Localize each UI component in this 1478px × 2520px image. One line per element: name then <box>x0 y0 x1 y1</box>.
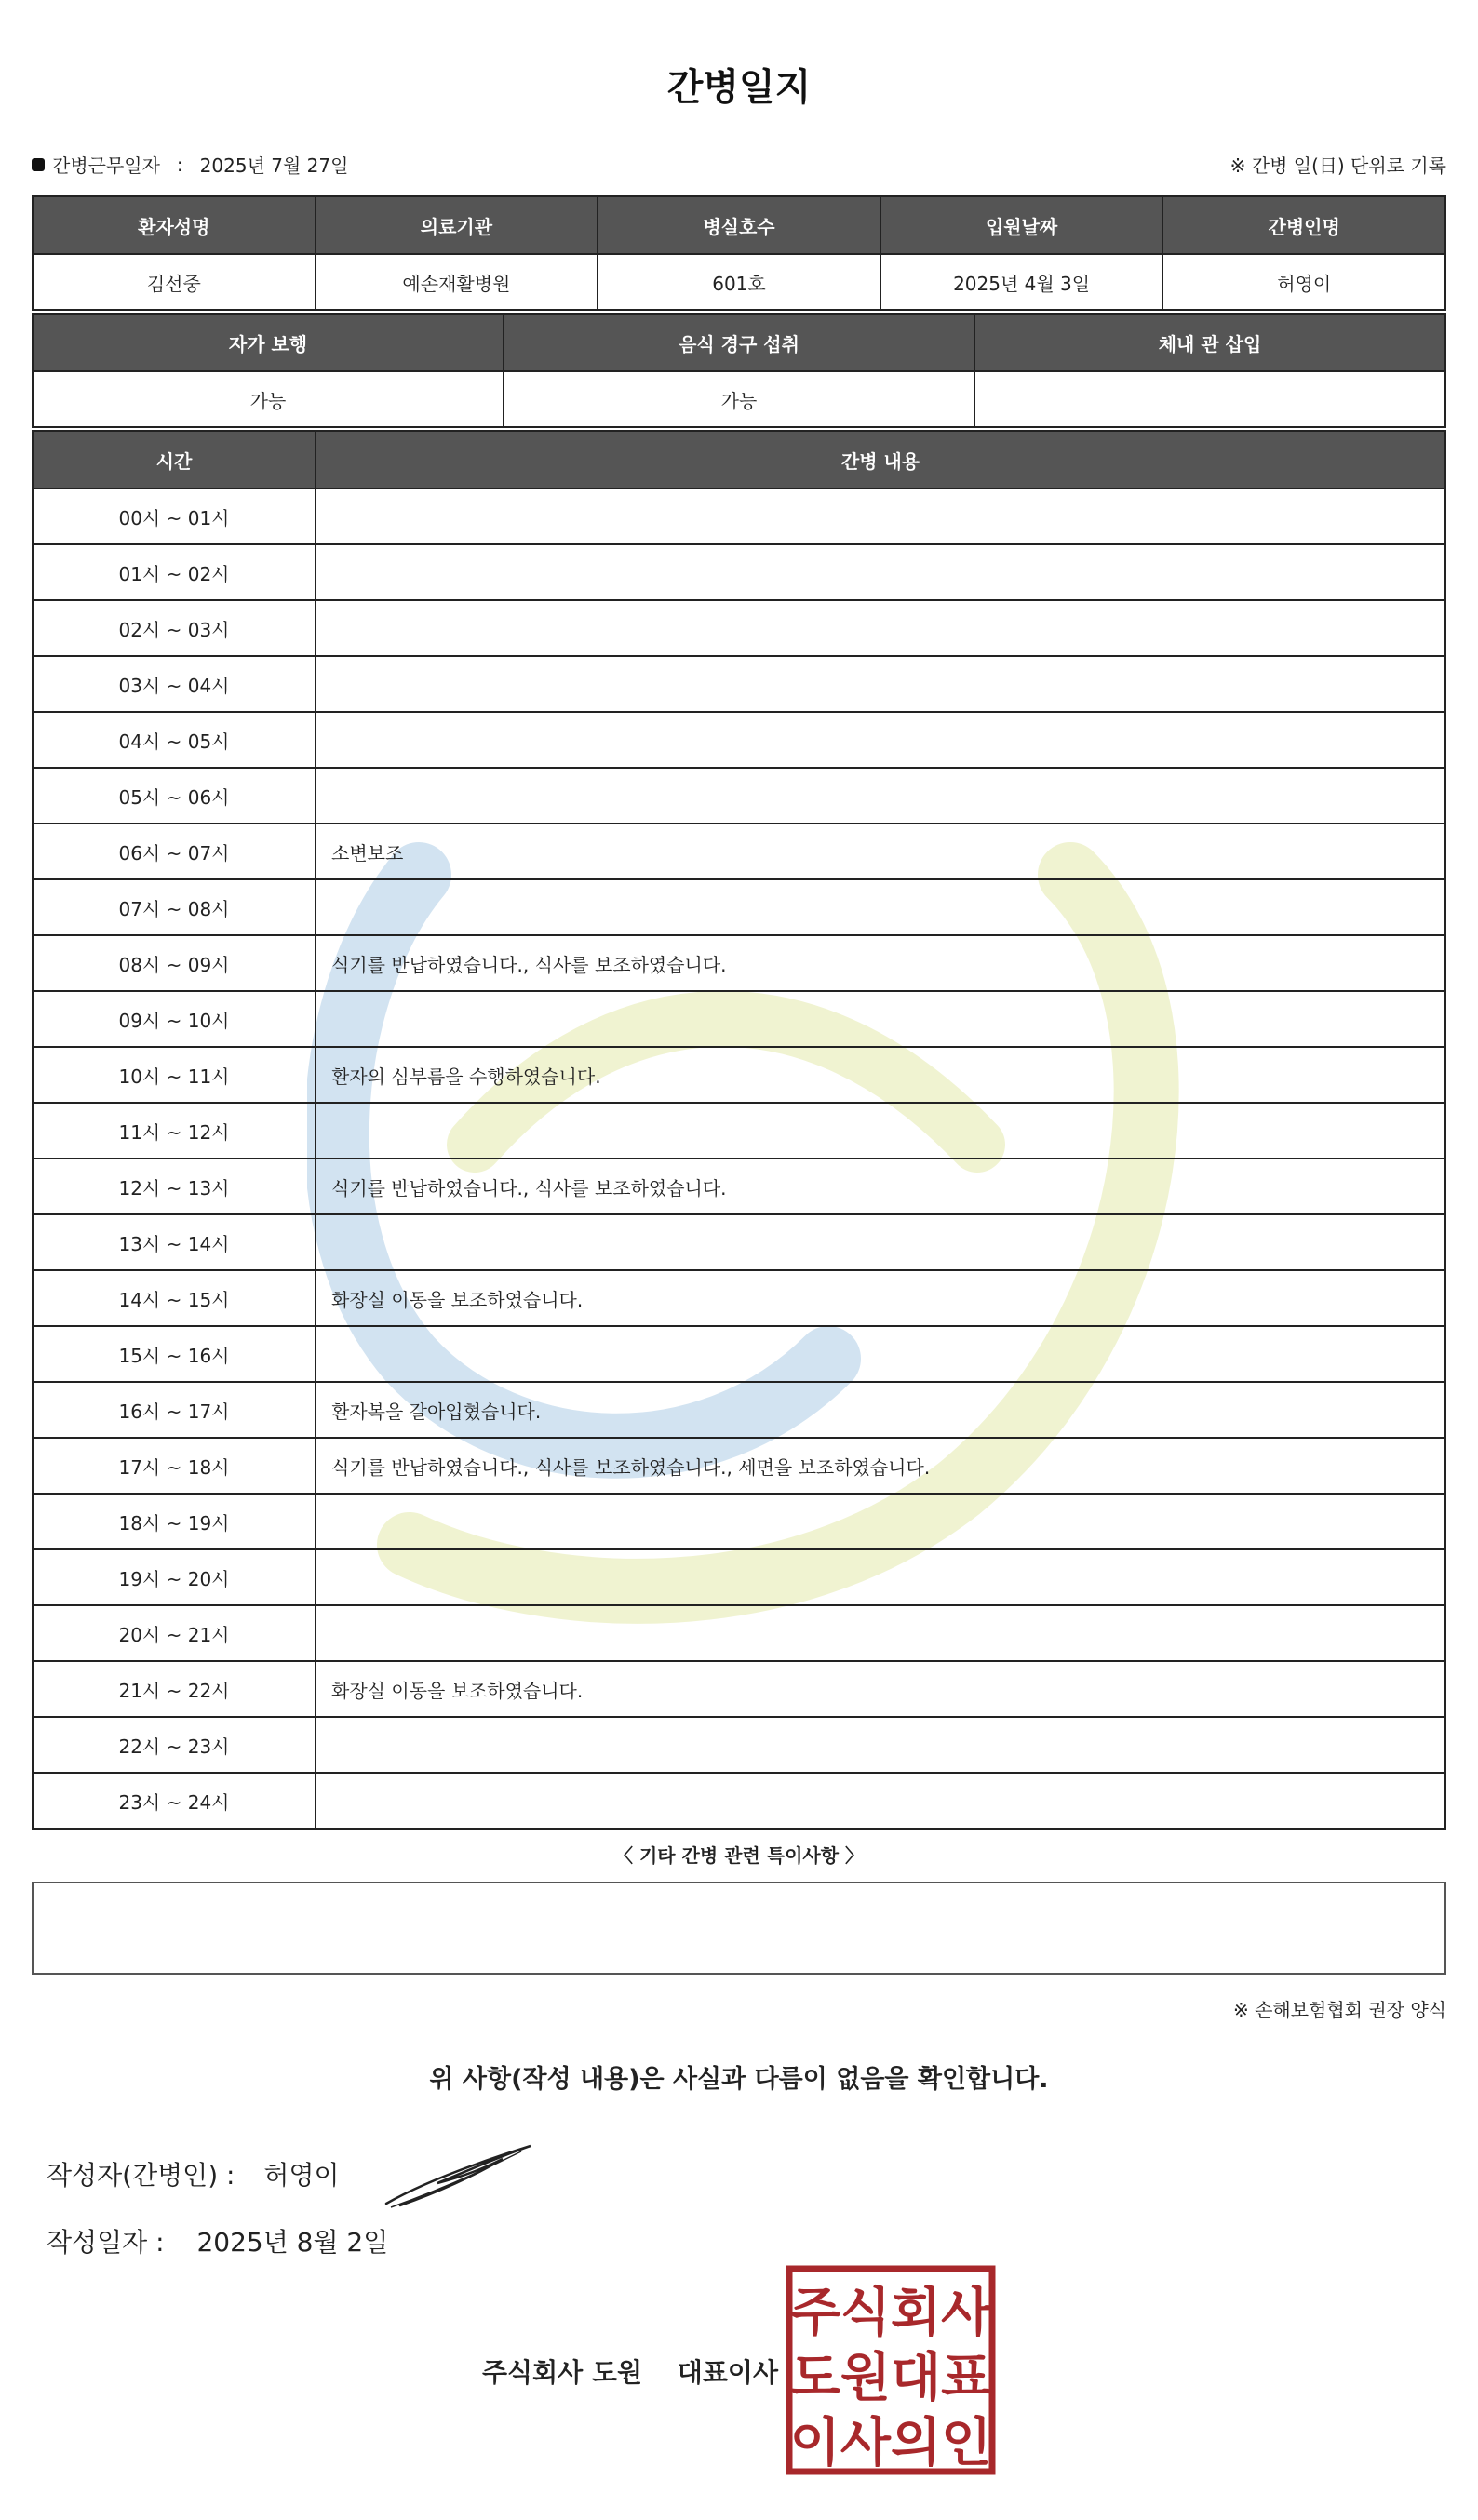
log-time: 08시 ~ 09시 <box>33 935 316 991</box>
hospital-name: 예손재활병원 <box>316 254 598 310</box>
log-time: 01시 ~ 02시 <box>33 544 316 600</box>
log-content <box>316 544 1445 600</box>
log-content <box>316 879 1445 935</box>
seal-line-3: 이사의인 <box>789 2413 992 2473</box>
record-note: ※ 간병 일(日) 단위로 기록 <box>1229 154 1446 177</box>
log-content <box>316 1326 1445 1382</box>
log-content <box>316 1773 1445 1829</box>
log-time: 00시 ~ 01시 <box>33 489 316 544</box>
company-line <box>482 2352 804 2390</box>
log-row <box>33 1159 1445 1214</box>
log-row <box>33 1605 1445 1661</box>
header-time: 시간 <box>33 431 316 489</box>
log-time: 11시 ~ 12시 <box>33 1103 316 1159</box>
header-oral-intake: 음식 경구 섭취 <box>504 314 974 371</box>
author-label: 작성자(간병인) : <box>47 2160 235 2191</box>
log-time: 14시 ~ 15시 <box>33 1270 316 1326</box>
status-header-row <box>33 314 1445 371</box>
log-row <box>33 1270 1445 1326</box>
log-content: 식기를 반납하였습니다., 식사를 보조하였습니다. <box>316 1159 1445 1214</box>
log-row <box>33 1326 1445 1382</box>
seal-line-1: 주식회사 <box>789 2283 992 2343</box>
log-content <box>316 1214 1445 1270</box>
confirm-statement: 위 사항(작성 내용)은 사실과 다름이 없음을 확인합니다. <box>429 2065 1049 2094</box>
written-date-label: 작성일자 : <box>47 2227 165 2258</box>
caregiver-name: 허영이 <box>1162 254 1445 310</box>
log-row <box>33 879 1445 935</box>
log-content <box>316 712 1445 768</box>
written-date-line <box>47 2222 388 2259</box>
log-row <box>33 1661 1445 1717</box>
log-row <box>33 935 1445 991</box>
log-time: 05시 ~ 06시 <box>33 768 316 824</box>
log-content: 환자의 심부름을 수행하였습니다. <box>316 1047 1445 1103</box>
log-time: 10시 ~ 11시 <box>33 1047 316 1103</box>
log-row <box>33 489 1445 544</box>
log-time: 03시 ~ 04시 <box>33 656 316 712</box>
log-content <box>316 1605 1445 1661</box>
company-title: 대표이사 <box>677 2357 778 2388</box>
log-header-row <box>33 431 1445 489</box>
log-row <box>33 1717 1445 1773</box>
log-time: 15시 ~ 16시 <box>33 1326 316 1382</box>
log-time: 20시 ~ 21시 <box>33 1605 316 1661</box>
patient-name: 김선중 <box>33 254 316 310</box>
admission-date: 2025년 4월 3일 <box>880 254 1163 310</box>
log-content <box>316 656 1445 712</box>
header-room: 병실호수 <box>598 196 880 254</box>
log-row <box>33 1103 1445 1159</box>
log-row <box>33 1494 1445 1549</box>
work-date-value: 2025년 7월 27일 <box>199 154 349 177</box>
work-date <box>32 151 348 178</box>
notes-box <box>32 1882 1446 1975</box>
log-time: 16시 ~ 17시 <box>33 1382 316 1438</box>
header-admission-date: 입원날짜 <box>880 196 1163 254</box>
log-row <box>33 544 1445 600</box>
written-date-value: 2025년 8월 2일 <box>196 2227 389 2258</box>
meta-row <box>32 151 1446 184</box>
log-row <box>33 1549 1445 1605</box>
care-log-table <box>32 430 1446 1830</box>
bullet-icon <box>32 158 45 171</box>
company-name: 주식회사 도원 <box>482 2357 643 2388</box>
log-content <box>316 600 1445 656</box>
log-time: 21시 ~ 22시 <box>33 1661 316 1717</box>
log-time: 23시 ~ 24시 <box>33 1773 316 1829</box>
log-time: 13시 ~ 14시 <box>33 1214 316 1270</box>
log-row <box>33 1773 1445 1829</box>
log-time: 22시 ~ 23시 <box>33 1717 316 1773</box>
log-time: 07시 ~ 08시 <box>33 879 316 935</box>
log-row <box>33 768 1445 824</box>
log-content: 환자복을 갈아입혔습니다. <box>316 1382 1445 1438</box>
log-content: 소변보조 <box>316 824 1445 879</box>
status-table <box>32 313 1446 428</box>
header-tube: 체내 관 삽입 <box>974 314 1445 371</box>
log-time: 12시 ~ 13시 <box>33 1159 316 1214</box>
work-date-separator: : <box>176 153 183 176</box>
room-number: 601호 <box>598 254 880 310</box>
log-content <box>316 1717 1445 1773</box>
log-content <box>316 489 1445 544</box>
log-content <box>316 1103 1445 1159</box>
tube-value <box>974 371 1445 427</box>
patient-value-row <box>33 254 1445 310</box>
header-patient-name: 환자성명 <box>33 196 316 254</box>
log-time: 17시 ~ 18시 <box>33 1438 316 1494</box>
author-line <box>47 2155 340 2192</box>
header-caregiver: 간병인명 <box>1162 196 1445 254</box>
walking-value: 가능 <box>33 371 504 427</box>
log-row <box>33 1438 1445 1494</box>
log-content: 식기를 반납하였습니다., 식사를 보조하였습니다., 세면을 보조하였습니다. <box>316 1438 1445 1494</box>
notes-title: 〈 기타 간병 관련 특이사항 〉 <box>613 1844 864 1867</box>
log-content <box>316 1549 1445 1605</box>
log-row <box>33 1214 1445 1270</box>
log-time: 19시 ~ 20시 <box>33 1549 316 1605</box>
author-name: 허영이 <box>263 2160 340 2191</box>
log-time: 02시 ~ 03시 <box>33 600 316 656</box>
seal-line-2: 도원대표 <box>789 2348 992 2408</box>
log-time: 09시 ~ 10시 <box>33 991 316 1047</box>
header-hospital: 의료기관 <box>316 196 598 254</box>
log-content: 화장실 이동을 보조하였습니다. <box>316 1661 1445 1717</box>
log-content: 화장실 이동을 보조하였습니다. <box>316 1270 1445 1326</box>
header-care-content: 간병 내용 <box>316 431 1445 489</box>
org-note: ※ 손해보험협회 권장 양식 <box>1232 1999 1446 2021</box>
log-row <box>33 712 1445 768</box>
log-time: 04시 ~ 05시 <box>33 712 316 768</box>
oral-intake-value: 가능 <box>504 371 974 427</box>
log-row <box>33 1047 1445 1103</box>
log-row <box>33 991 1445 1047</box>
signature-image <box>382 2138 540 2213</box>
log-row <box>33 824 1445 879</box>
patient-header-row <box>33 196 1445 254</box>
log-content: 식기를 반납하였습니다., 식사를 보조하였습니다. <box>316 935 1445 991</box>
work-date-label: 간병근무일자 <box>52 154 160 177</box>
log-time: 18시 ~ 19시 <box>33 1494 316 1549</box>
log-content <box>316 1494 1445 1549</box>
log-row <box>33 656 1445 712</box>
log-row <box>33 1382 1445 1438</box>
patient-table <box>32 195 1446 311</box>
log-row <box>33 600 1445 656</box>
header-walking: 자가 보행 <box>33 314 504 371</box>
company-seal <box>786 2265 996 2475</box>
log-content <box>316 768 1445 824</box>
log-content <box>316 991 1445 1047</box>
log-body <box>33 489 1445 1829</box>
log-time: 06시 ~ 07시 <box>33 824 316 879</box>
page-title: 간병일지 <box>666 66 812 109</box>
status-value-row <box>33 371 1445 427</box>
